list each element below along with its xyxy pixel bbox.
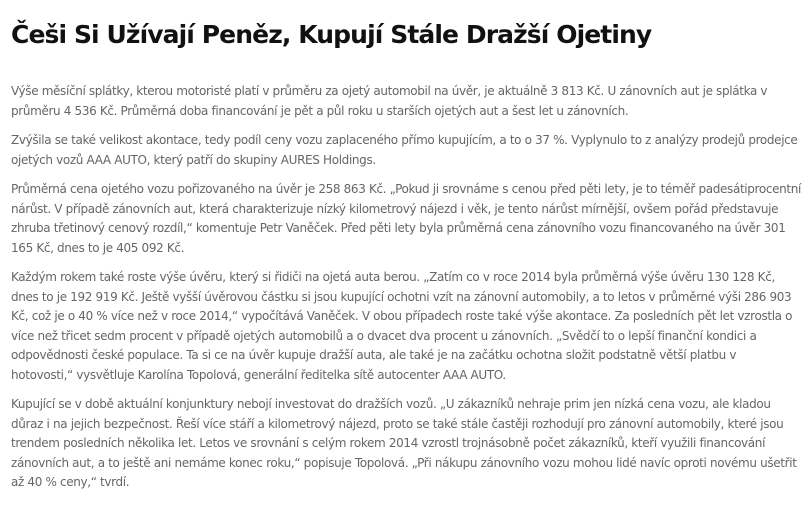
article-paragraph: Zvýšila se také velikost akontace, tedy podíl ceny vozu zaplaceného přímo kupujícím, a to o 37 %. Vyplynulo to z analýzy prodejů prodejce ojetých vozů AAA AUTO, který patří do skupiny AURES Holdings. xyxy=(11,133,798,167)
article-title: Češi Si Užívají Peněz, Kupují Stále Dražší Ojetiny xyxy=(11,20,652,49)
article-paragraph: Výše měsíční splátky, kterou motoristé platí v průměru za ojetý automobil na úvěr, je aktuálně 3 813 Kč. U zánovních aut je splátka v průměru 4 536 Kč. Průměrná doba financování je pět a půl roku u starších ojetých aut a šest let u zánovních. xyxy=(11,84,768,118)
article-paragraph: Kupující se v době aktuální konjunktury nebojí investovat do dražších vozů. „U zákazníků nehraje prim jen nízká cena vozu, ale kladou důraz i na jejich bezpečnost. Řeší více stáří a kilometrový nájezd, proto se také stále častěji rozhodují pro zánovní automobily, které jsou trendem posledních několika let. Letos ve srovnání s celým rokem 2014 vzrostl trojnásobně počet zákazníků, kteří využili financování zánovních aut, a to ještě ani nemáme konec roku,“ popisuje Topolová. „Při nákupu zánovního vozu mohou lidé navíc oproti novému ušetřit až 40 % ceny,“ tvrdí. xyxy=(11,397,797,489)
article xyxy=(11,0,801,503)
article-body xyxy=(11,82,801,493)
article-paragraph: Průměrná cena ojetého vozu pořizovaného na úvěr je 258 863 Kč. „Pokud ji srovnáme s cenou před pěti lety, je to téměř padesátiprocentní nárůst. V případě zánovních aut, která charakterizuje nízký kilometrový nájezd i věk, je tento nárůst mírnější, ovšem pořád představuje zhruba třetinový cenový rozdíl,“ komentuje Petr Vaněček. Před pěti lety byla průměrná cena zánovního vozu financovaného na úvěr 301 165 Kč, dnes to je 405 092 Kč. xyxy=(11,182,802,255)
article-paragraph: Každým rokem také roste výše úvěru, který si řidiči na ojetá auta berou. „Zatím co v roce 2014 byla průměrná výše úvěru 130 128 Kč, dnes to je 192 919 Kč. Ještě vyšší úvěrovou částku si jsou kupující ochotni vzít na zánovní automobily, a to letos v průměrné výši 286 903 Kč, což je o 40 % více než v roce 2014,“ vypočítává Vaněček. V obou případech roste také výše akontace. Za posledních pět let vzrostla o více než třicet sedm procent v případě ojetých automobilů a o dvacet dva procent u zánovních. „Svědčí to o lepší finanční kondici a odpovědnosti české populace. Ta si ce na úvěr kupuje dražší auta, ale také je na začátku ochotna složit podstatně větší platbu v hotovosti,“ vysvětluje Karolína Topolová, generální ředitelka sítě autocenter AAA AUTO. xyxy=(11,270,793,382)
